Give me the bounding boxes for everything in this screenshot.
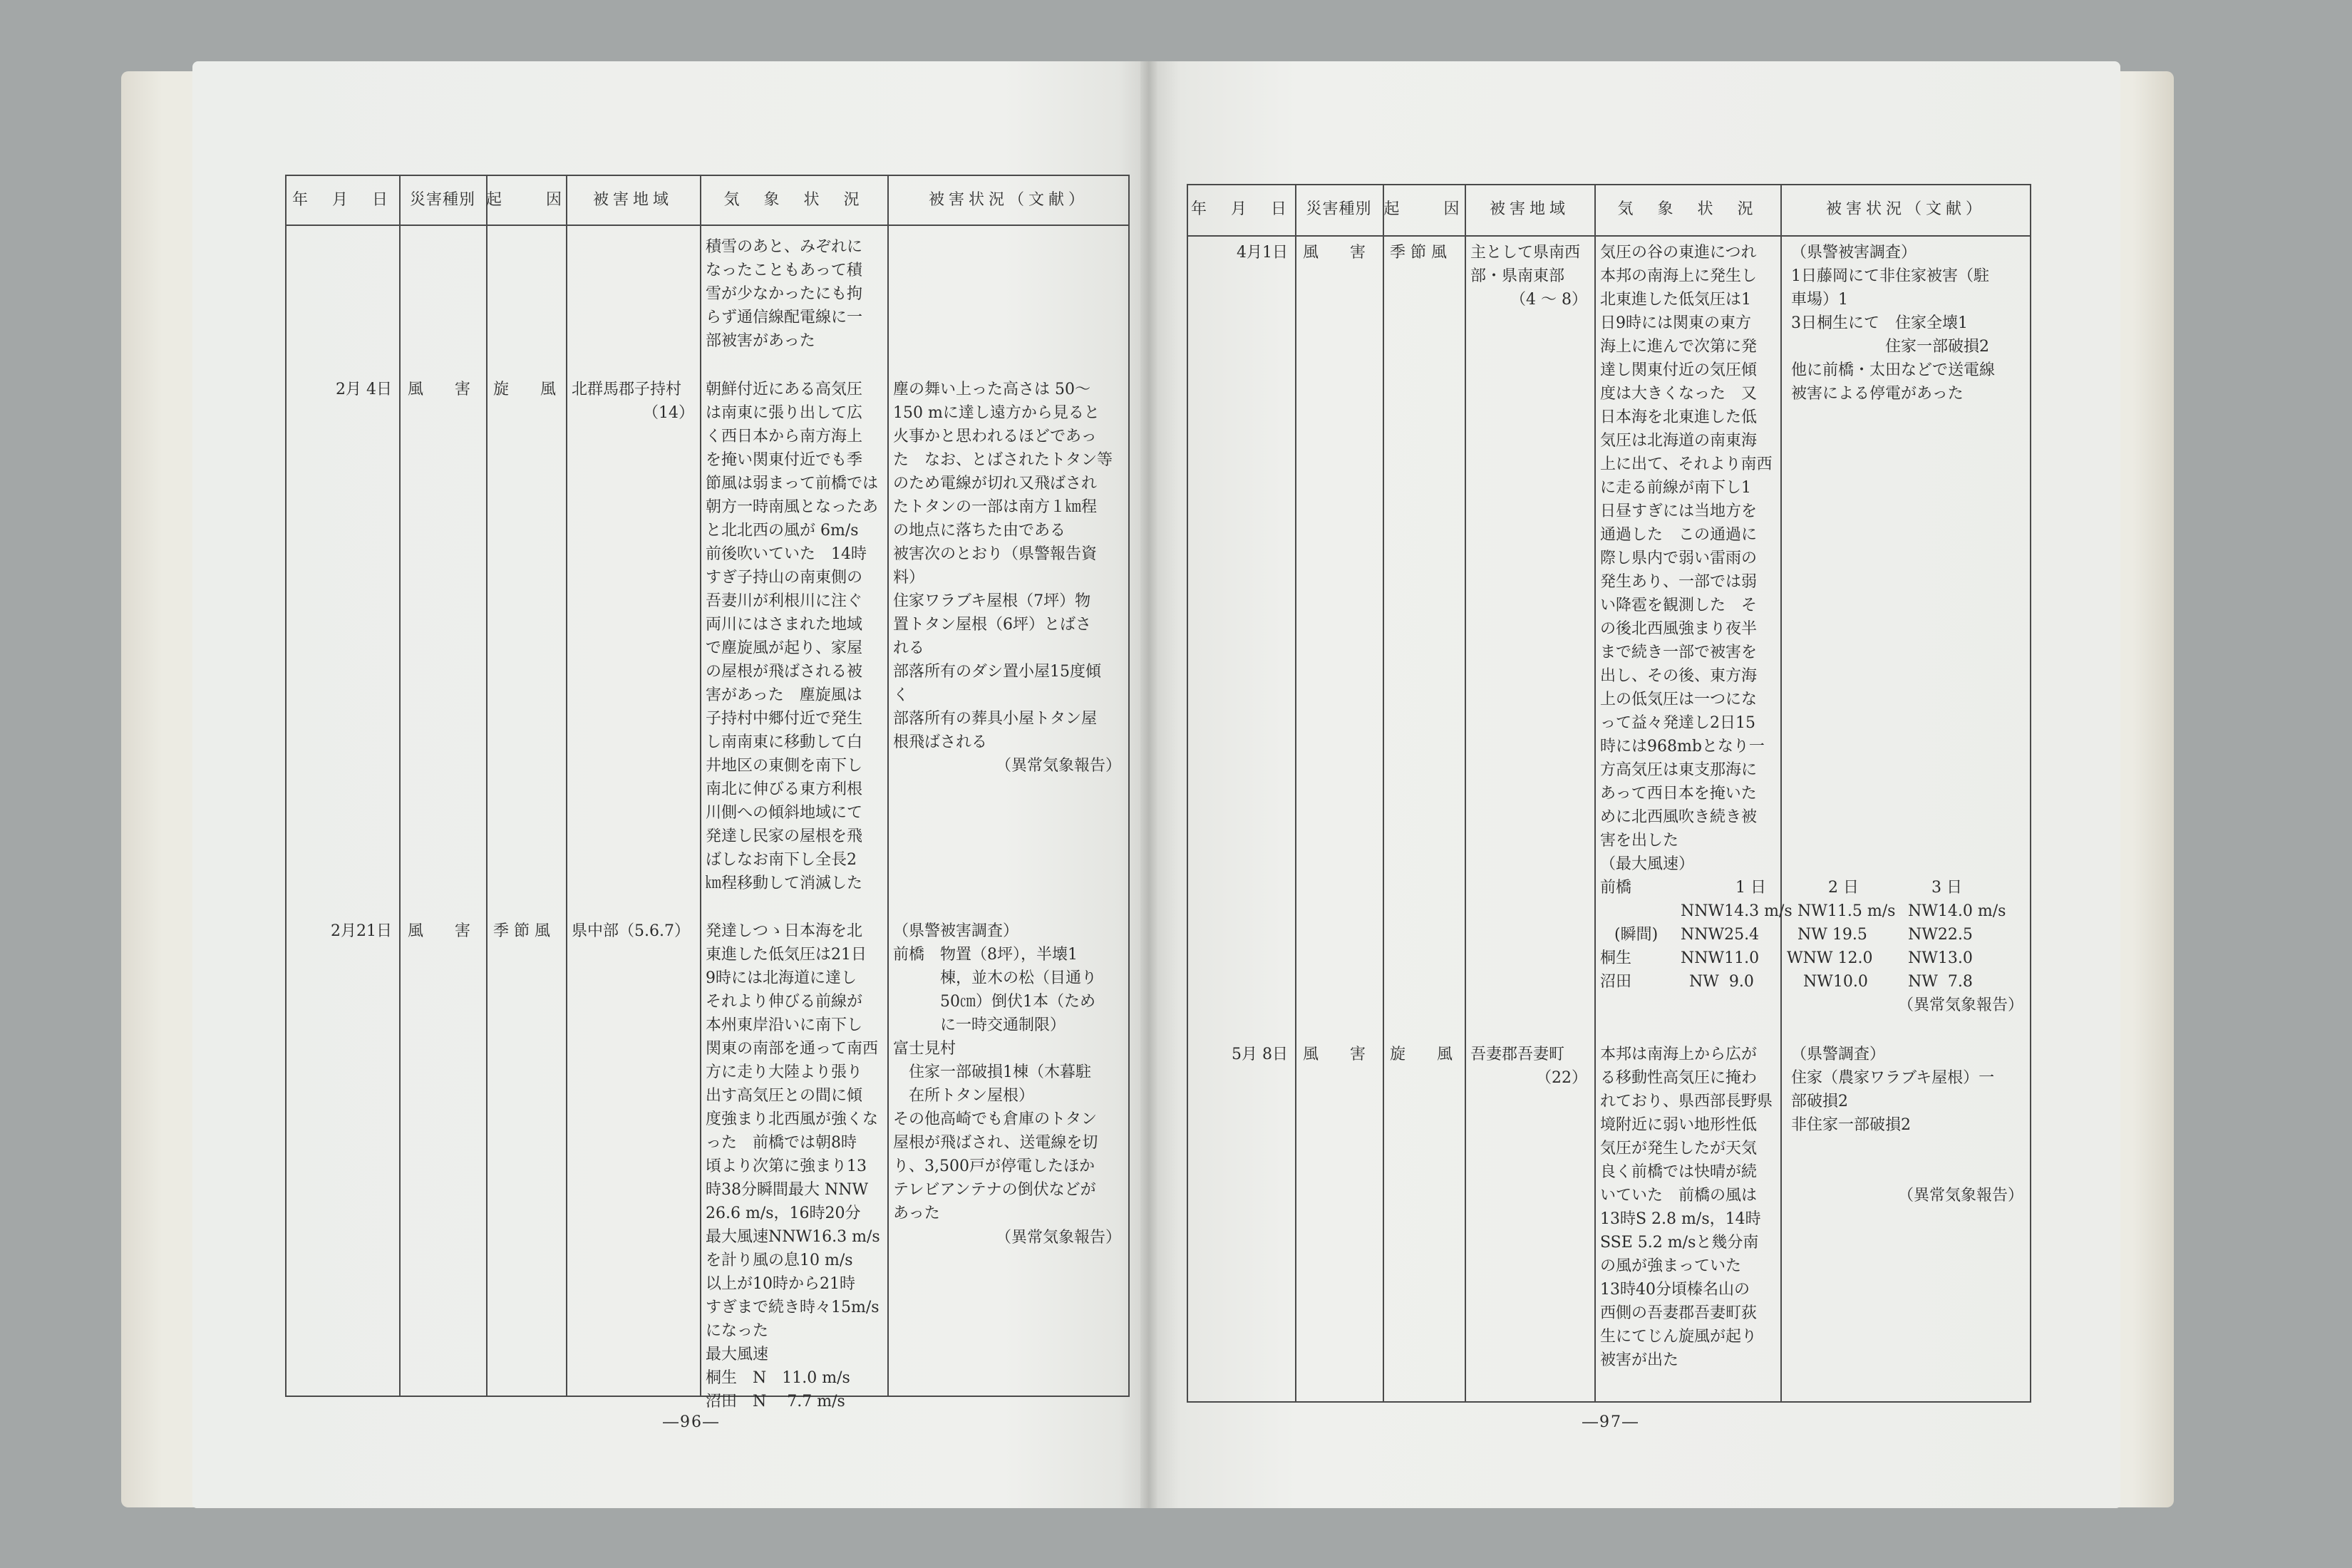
row-type: 風 害 <box>1303 1046 1366 1063</box>
wind-value: NNW14.3 m/s <box>1681 902 1793 920</box>
row-date: 2月 4日 <box>336 381 392 398</box>
header-area: 被害地域 <box>592 190 673 209</box>
wind-value: WNW 12.0 <box>1787 949 1873 967</box>
row-source: （異常気象報告） <box>995 757 1121 775</box>
wind-station: 桐生 <box>1600 949 1632 967</box>
wind-day-label: 2 日 <box>1828 879 1859 897</box>
row-weather: 朝鮮付近にある高気圧 は南東に張り出して広 く西日本から南方海上 を掩い関東付近でも季 節風は弱まって前橋では 朝方一時南風となったあ と北北西の風が 6m/s 前後吹いていた 14時 すぎ子持山の南東側の 吾妻川が利根川に注ぐ 両川にはさまれた地域 で塵旋風が起り、家屋 の屋根が飛ばされる被 害があった 塵旋風は 子持村中郷付近で発生 し南南東に移動して白 井地区の東側を南下し 南北に伸びる東方利根 川側への傾斜地域にて 発達し民家の屋根を飛 ばしなお南下し全長2 ㎞程移動して消滅した <box>706 381 879 892</box>
row-area: 北群馬郡子持村 <box>572 381 682 398</box>
wind-day-label: 3 日 <box>1931 879 1962 897</box>
row-type: 風 害 <box>408 922 471 940</box>
row-damage: （県警被害調査） 前橋 物置（8坪），半壊1 棟，並木の松（目通り 50㎝）倒伏1本（ため に一時交通制限） 富士見村 住家一部破損1棟（木暮駐 在所トタン屋根） その他高崎でも倉庫のトタン 屋根が飛ばされ、送電線を切 り、3,500戸が停電したほか テレビアンテナの倒伏などが あった <box>893 922 1098 1222</box>
row-damage: 塵の舞い上った高さは 50～ 150 mに達し遠方から見ると 火事かと思われるほどであっ た なお、とばされたトタン等 のため電線が切れ又飛ばされ たトタンの一部は南方１㎞程 の地点に落ちた由である 被害次のとおり（県警報告資 料） 住家ワラブキ屋根（7坪）物 置トタン屋根（6坪）とばさ れる 部落所有のダシ置小屋15度傾 く 部落所有の葬具小屋トタン屋 根飛ばされる <box>893 381 1113 751</box>
header-cause: 起 因 <box>1383 200 1464 218</box>
row-source: （異常気象報告） <box>1897 996 2023 1014</box>
row-type: 風 害 <box>408 381 471 398</box>
row-weather: 本邦は南海上から広が る移動性高気圧に掩わ れており、県西部長野県 境附近に弱い地形性低 気圧が発生したが天気 良く前橋では快晴が続 いていた 前橋の風は 13時S 2.8 m/s，14時 SSE 5.2 m/sと幾分南 の風が強まっていた 13時40分頃榛名山の 西側の吾妻郡吾妻町荻 生にてじん旋風が起り 被害が出た <box>1600 1046 1773 1369</box>
wind-day-label: 1 日 <box>1735 879 1766 897</box>
header-damage: 被害状況（文献） <box>928 190 1088 209</box>
row-area: 主として県南西 部・県南東部 <box>1470 244 1581 285</box>
continuation-weather: 積雪のあと、みぞれに なったこともあって積 雪が少なかったにも拘 らず通信線配電線に一 部被害があった <box>706 238 863 350</box>
row-area: 吾妻郡吾妻町 <box>1470 1046 1565 1063</box>
right-table <box>1187 184 2031 1403</box>
row-area-sub: （4 ～ 8） <box>1510 291 1587 309</box>
wind-value: NW11.5 m/s <box>1797 902 1896 920</box>
wind-value: NNW25.4 <box>1681 926 1760 944</box>
wind-station: 前橋 <box>1600 879 1632 897</box>
left-table <box>285 175 1130 1410</box>
header-damage: 被害状況（文献） <box>1825 200 1986 218</box>
header-cause: 起 因 <box>486 190 567 209</box>
wind-value: NW22.5 <box>1908 926 1973 944</box>
row-cause: 旋 風 <box>1390 1046 1453 1063</box>
wind-title: （最大風速） <box>1600 855 1695 873</box>
wind-station: 沼田 <box>1600 973 1632 991</box>
page-number: ―97― <box>1582 1413 1639 1431</box>
page-number: ―96― <box>663 1413 720 1431</box>
row-date: 5月 8日 <box>1232 1046 1288 1063</box>
row-damage: （県警調査） 住家（農家ワラブキ屋根）一 部破損2 非住家一部破損2 <box>1791 1046 1995 1134</box>
row-weather: 気圧の谷の東進につれ 本邦の南海上に発生し 北東進した低気圧は1 日9時には関東の東方 海上に進んで次第に発 達し関東付近の気圧傾 度は大きくなった 又 日本海を北東進した低 気圧は北海道の南東海 上に出て、それより南西 に走る前線が南下し1 日昼すぎには当地方を 通過した この通過に 際し県内で弱い雷雨の 発生あり、一部では弱 い降雹を観測した そ の後北西風強まり夜半 まで続き一部で被害を 出し、その後、東方海 上の低気圧は一つにな って益々発達し2日15 時には968mbとなり一 方高気圧は東支那海に あって西日本を掩いた めに北西風吹き続き被 害を出した <box>1600 244 1773 850</box>
row-source: （異常気象報告） <box>995 1229 1121 1247</box>
row-type: 風 害 <box>1303 244 1366 262</box>
row-date: 4月1日 <box>1237 244 1288 262</box>
row-cause: 季 節 風 <box>1390 244 1447 262</box>
row-source: （異常気象報告） <box>1897 1187 2023 1205</box>
wind-station: (瞬間) <box>1614 926 1659 944</box>
wind-value: NW14.0 m/s <box>1908 902 2006 920</box>
header-weather: 気 象 状 況 <box>1617 200 1758 218</box>
wind-value: NW 7.8 <box>1908 973 1973 991</box>
row-area-sub: （14） <box>643 404 694 422</box>
row-cause: 旋 風 <box>493 381 557 398</box>
row-area: 県中部（5.6.7） <box>572 922 690 940</box>
wind-value: NW10.0 <box>1803 973 1868 991</box>
row-weather: 発達しつゝ日本海を北 東進した低気圧は21日 9時には北海道に達し それより伸びる前線が 本州東岸沿いに南下し 関東の南部を通って南西 方に走り大陸より張り 出す高気圧との間に傾 度強まり北西風が強くな った 前橋では朝8時 頃より次第に強まり13 時38分瞬間最大 NNW 26.6 m/s，16時20分 最大風速NNW16.3 m/s を計り風の息10 m/s 以上が10時から21時 すぎまで続き時々15m/s になった 最大風速 桐生 N 11.0 m/s 沼田 N 7.7 m/s <box>706 922 880 1410</box>
header-date: 年 月 日 <box>292 190 392 209</box>
wind-value: NW13.0 <box>1908 949 1973 967</box>
book-gutter <box>1140 61 1157 1508</box>
header-area: 被害地域 <box>1489 200 1569 218</box>
header-weather: 気 象 状 況 <box>723 190 864 209</box>
wind-value: NW 9.0 <box>1689 973 1754 991</box>
header-type: 災害種別 <box>1306 200 1372 218</box>
header-date: 年 月 日 <box>1190 200 1291 218</box>
wind-value: NNW11.0 <box>1681 949 1760 967</box>
row-date: 2月21日 <box>331 922 392 940</box>
row-cause: 季 節 風 <box>493 922 550 940</box>
wind-value: NW 19.5 <box>1797 926 1867 944</box>
header-type: 災害種別 <box>409 190 475 209</box>
row-area-sub: （22） <box>1536 1069 1587 1087</box>
row-damage: （県警被害調査） 1日藤岡にて非住家被害（駐 車場）1 3日桐生にて 住家全壊1 住家一部破損2 他に前橋・太田などで送電線 被害による停電があった <box>1791 244 1996 403</box>
